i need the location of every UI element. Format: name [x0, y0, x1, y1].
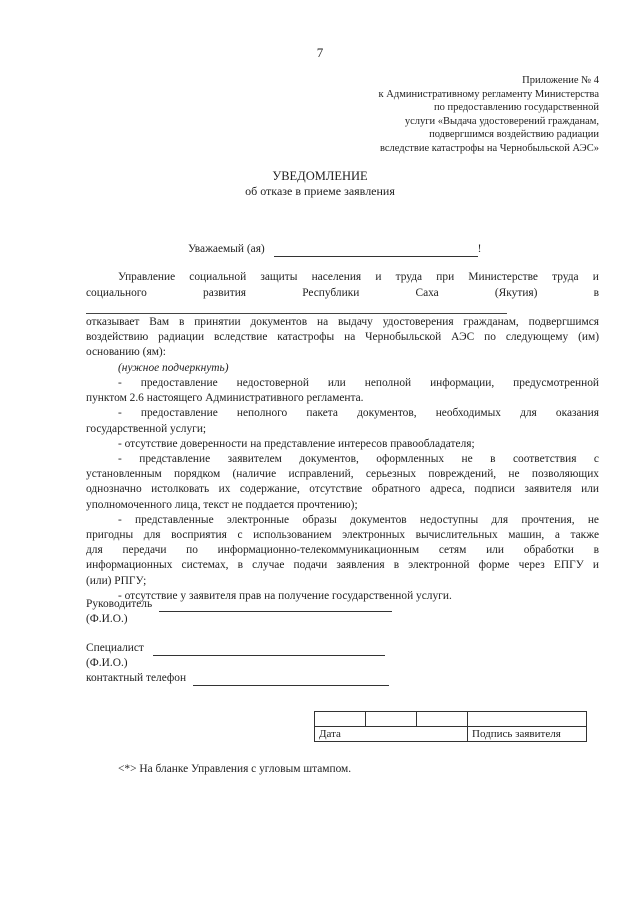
- appendix-line: к Административному регламенту Министерства: [378, 88, 599, 100]
- reason-line: государственной услуги;: [86, 422, 207, 435]
- reason-line: (или) РПГУ;: [86, 574, 147, 587]
- phone-blank: [193, 675, 389, 686]
- intro-word: населения: [311, 271, 362, 283]
- head-signature: [86, 597, 392, 612]
- signature-table-label-row: [315, 727, 587, 742]
- department-blank: [86, 313, 507, 314]
- page-number: 7: [316, 45, 324, 60]
- underline-note: (нужное подчеркнуть): [118, 362, 229, 374]
- footnote: <*> На бланке Управления с угловым штампом.: [118, 763, 352, 775]
- reason-line: - предоставление недостоверной или неполной информации, предусмотренной: [118, 377, 599, 389]
- refusal-line: основанию (ям):: [86, 346, 166, 359]
- specialist-signature-blank: [153, 645, 385, 656]
- specialist-label: Специалист: [86, 642, 144, 654]
- intro-word: труда: [395, 271, 423, 283]
- refusal-line: воздействию радиации вследствие катастрофы на Чернобыльской АЭС по следующему (им): [86, 331, 599, 344]
- signature-table: [314, 711, 587, 742]
- refusal-line: отказывает Вам в принятии документов на выдачу удостоверения гражданам, подвергшимся: [86, 316, 599, 328]
- intro-word: защиты: [260, 271, 298, 283]
- intro-word: и: [375, 271, 382, 283]
- reason-line: - отсутствие доверенности на представление интересов правообладателя;: [118, 437, 475, 450]
- salutation-text: Уважаемый (ая): [188, 243, 265, 255]
- name-blank: [274, 246, 478, 257]
- reason-item: [86, 406, 599, 436]
- intro-word: Министерстве: [468, 271, 538, 283]
- refusal-text: [86, 315, 599, 361]
- reason-item: [86, 452, 599, 513]
- reason-item: [86, 513, 599, 589]
- intro-word: Республики: [302, 287, 360, 299]
- reason-line: однозначно истолковать их содержание, отсутствие обратного адреса, подписи заявителя или: [86, 483, 599, 496]
- reason-line: информационных системах, в случае подачи заявления в электронной форме через ЕПГУ и: [86, 559, 599, 572]
- intro-word: при: [436, 271, 455, 283]
- intro-word: в: [593, 287, 599, 299]
- intro-word: социального: [86, 287, 147, 299]
- signature-table-top-row: [315, 712, 587, 727]
- specialist-signature: [86, 641, 385, 656]
- table-cell: [366, 712, 417, 727]
- reason-item: [86, 376, 599, 406]
- appendix-block: [379, 74, 599, 156]
- intro-word: труда: [552, 271, 579, 283]
- table-cell: [315, 712, 366, 727]
- salutation: [188, 242, 481, 257]
- specialist-fio-label: (Ф.И.О.): [86, 657, 128, 669]
- table-cell: [417, 712, 468, 727]
- appendix-line: подвергшимся воздействию радиации: [429, 129, 599, 141]
- reason-line: установленным порядком (наличие исправлений, серьезных повреждений, не позволяющих: [86, 468, 599, 481]
- intro-word: и: [592, 271, 599, 283]
- intro-word: (Якутия): [494, 287, 538, 299]
- intro-word: развития: [203, 287, 247, 299]
- intro-word: Управление: [118, 271, 176, 283]
- reason-line: - предоставление неполного пакета документов, необходимых для оказания: [118, 407, 599, 420]
- date-cell: Дата: [315, 727, 468, 742]
- signature-cell: Подпись заявителя: [468, 727, 587, 742]
- intro-line-2: [86, 286, 599, 301]
- reason-item: [86, 437, 599, 452]
- head-label: Руководитель: [86, 598, 153, 610]
- head-fio-label: (Ф.И.О.): [86, 613, 128, 625]
- appendix-line: услуги «Выдача удостоверений гражданам,: [404, 115, 599, 127]
- appendix-line: Приложение № 4: [522, 75, 599, 86]
- reason-line: уполномоченного лица, текст не поддается прочтению);: [86, 498, 358, 511]
- reasons-list: [86, 376, 599, 604]
- head-signature-blank: [159, 601, 392, 612]
- phone-label: контактный телефон: [86, 672, 187, 684]
- reason-line: - отсутствие у заявителя прав на получение государственной услуги.: [118, 589, 452, 602]
- table-cell: [468, 712, 587, 727]
- appendix-line: вследствие катастрофы на Чернобыльской АЭС»: [379, 142, 599, 154]
- reason-line: пунктом 2.6 настоящего Административного регламента.: [86, 392, 364, 405]
- intro-word: социальной: [189, 271, 247, 283]
- salutation-end: !: [477, 243, 482, 255]
- intro-word: Саха: [415, 287, 439, 299]
- document-subtitle: об отказе в приеме заявления: [245, 184, 395, 198]
- reason-line: пригодны для восприятия с использованием электронных вычислительных машин, а также: [86, 529, 599, 542]
- phone-row: [86, 671, 389, 686]
- document-title: УВЕДОМЛЕНИЕ: [272, 169, 368, 183]
- reason-line: - представленные электронные образы документов недоступны для прочтения, не: [118, 513, 599, 526]
- reason-line: - представление заявителем документов, оформленных не в соответствия с: [118, 453, 599, 466]
- appendix-line: по предоставлению государственной: [433, 102, 599, 114]
- intro-line-1: [118, 270, 599, 285]
- reason-line: для передачи по информационно-телекоммуникационным сетям или обработки в: [86, 544, 599, 557]
